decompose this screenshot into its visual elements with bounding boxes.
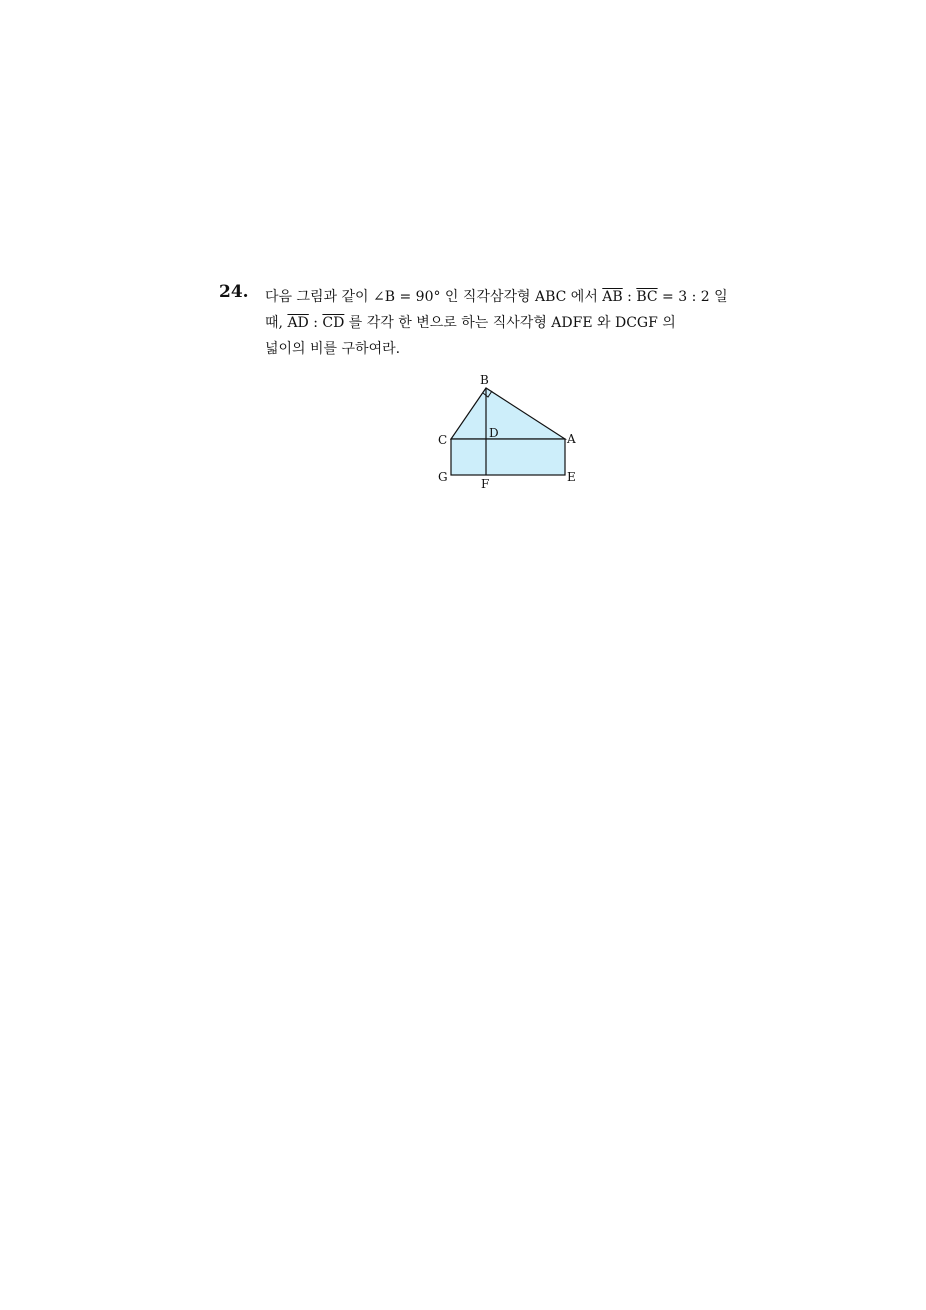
line2-part1: 때,	[265, 315, 288, 331]
label-f: F	[481, 477, 490, 491]
problem-line-3: 넓이의 비를 구하여라.	[265, 341, 401, 357]
label-e: E	[567, 470, 576, 484]
triangle-abc	[451, 388, 565, 439]
line2-colon: :	[308, 315, 323, 331]
label-g: G	[438, 470, 448, 484]
problem-number: 24.	[219, 282, 249, 302]
segment-bc: $\overline{BC}$	[636, 289, 658, 305]
segment-ab: $\overline{AB}$	[602, 289, 623, 305]
line1-part2: = 3 : 2 일	[657, 289, 728, 305]
line1-part1: 다음 그림과 같이 ∠B = 90° 인 직각삼각형 ABC 에서	[265, 289, 603, 305]
line1-colon: :	[622, 289, 637, 305]
rectangle-cgea	[451, 439, 565, 475]
label-a: A	[567, 432, 576, 446]
label-d: D	[489, 426, 499, 440]
label-b: B	[480, 373, 489, 387]
label-c: C	[438, 433, 448, 447]
segment-ad: $\overline{AD}$	[287, 315, 309, 331]
line2-part2: 를 각각 한 변으로 하는 직사각형 ADFE 와 DCGF 의	[344, 315, 676, 331]
segment-cd: $\overline{CD}$	[322, 315, 345, 331]
